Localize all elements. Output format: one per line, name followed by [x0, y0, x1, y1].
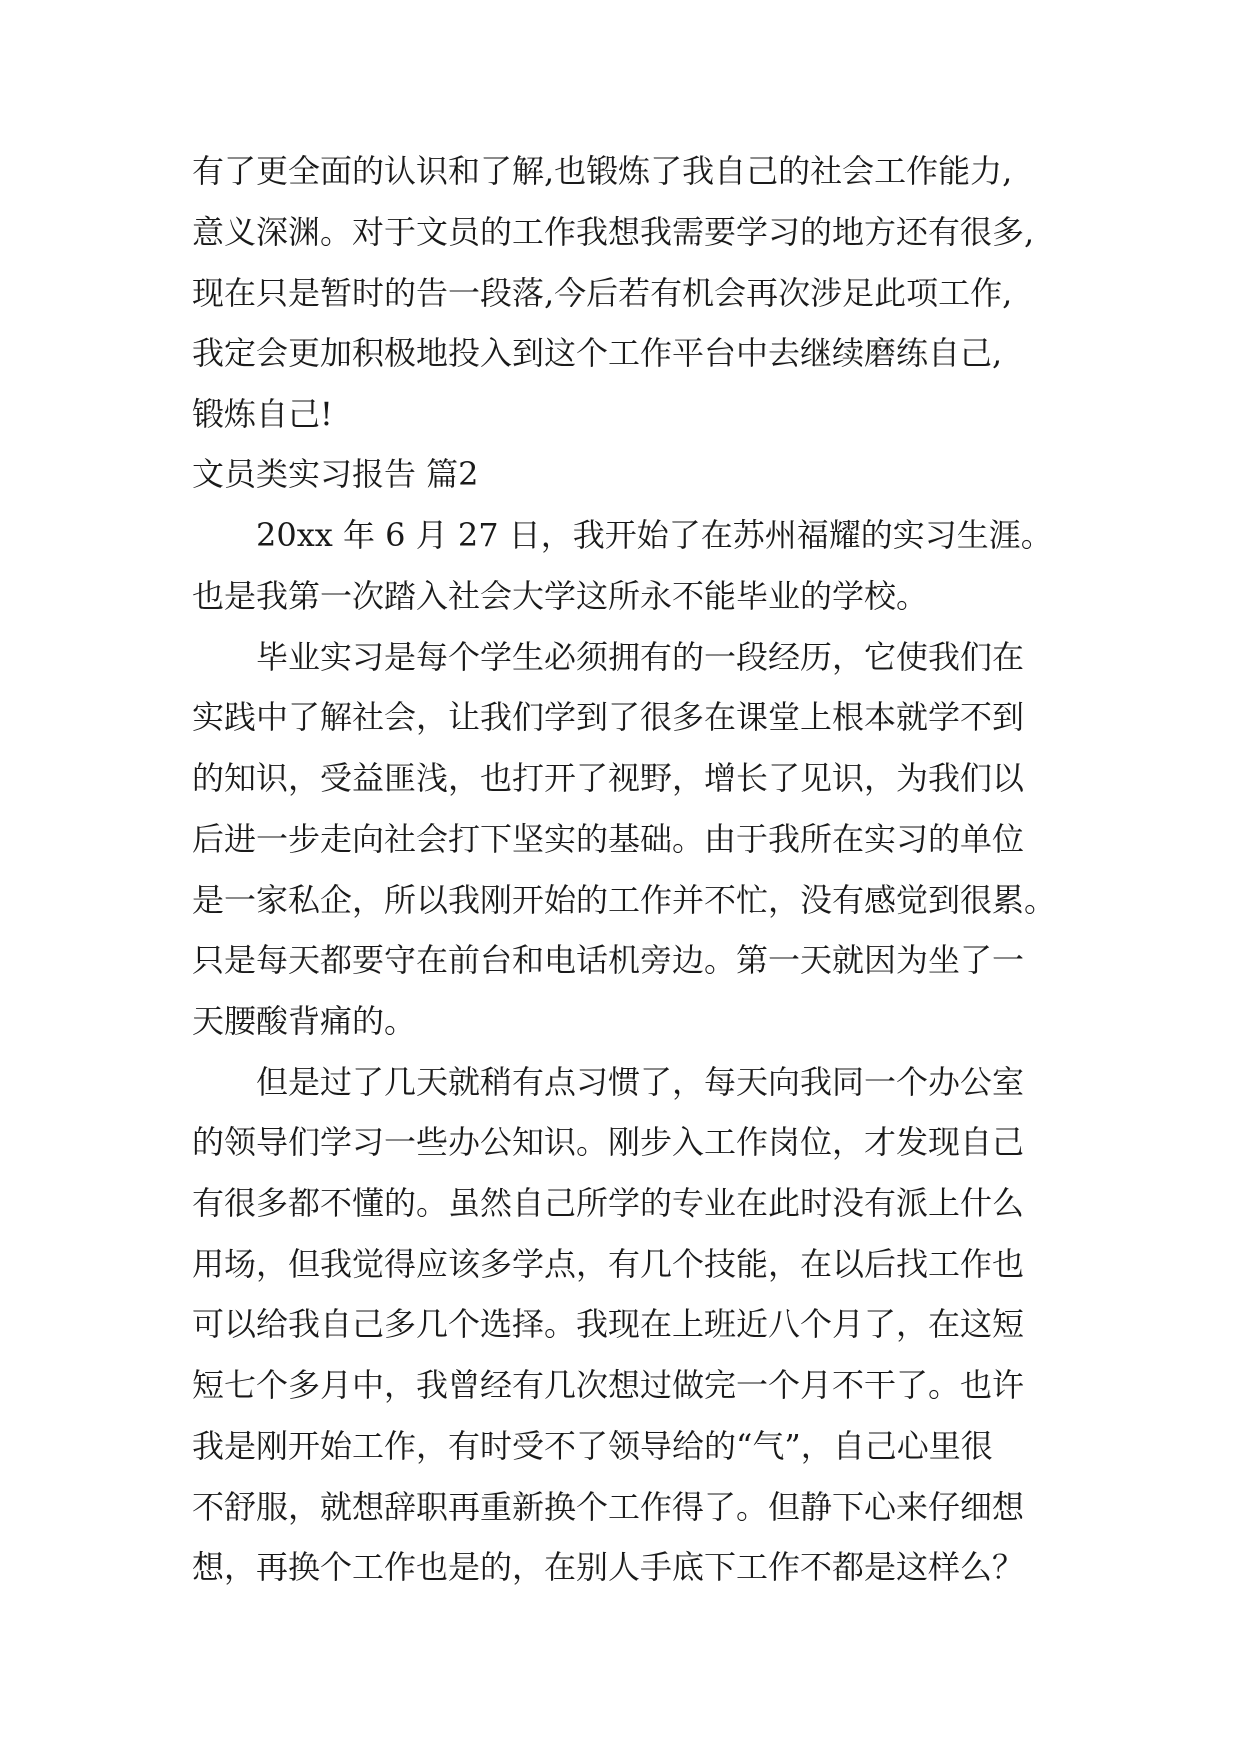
text-line: 但是过了几天就稍有点习惯了，每天向我同一个办公室	[256, 1063, 1025, 1101]
text-line: 我定会更加积极地投入到这个工作平台中去继续磨练自己,	[192, 334, 1003, 372]
text-line: 我是刚开始工作，有时受不了领导给的“气”，自己心里很	[192, 1427, 993, 1465]
text-line: 是一家私企，所以我刚开始的工作并不忙，没有感觉到很累。	[192, 881, 1057, 919]
text-line: 想，再换个工作也是的，在别人手底下工作不都是这样么？	[192, 1548, 1025, 1586]
text-line: 锻炼自己!	[192, 395, 333, 433]
text-line: 不舒服，就想辞职再重新换个工作得了。但静下心来仔细想	[192, 1488, 1025, 1526]
section-title: 文员类实习报告 篇2	[192, 455, 479, 493]
text-line: 毕业实习是每个学生必须拥有的一段经历，它使我们在	[256, 638, 1025, 676]
text-line: 20xx 年 6 月 27 日，我开始了在苏州福耀的实习生涯。	[256, 516, 1053, 554]
text-line: 只是每天都要守在前台和电话机旁边。第一天就因为坐了一	[192, 941, 1025, 979]
text-line: 天腰酸背痛的。	[192, 1002, 417, 1040]
text-line: 有了更全面的认识和了解,也锻炼了我自己的社会工作能力,	[192, 152, 1013, 190]
text-line: 的知识，受益匪浅，也打开了视野，增长了见识，为我们以	[192, 759, 1025, 797]
text-line: 有很多都不懂的。虽然自己所学的专业在此时没有派上什么	[192, 1184, 1025, 1222]
text-line: 也是我第一次踏入社会大学这所永不能毕业的学校。	[192, 577, 929, 615]
text-line: 实践中了解社会，让我们学到了很多在课堂上根本就学不到	[192, 698, 1025, 736]
text-line: 的领导们学习一些办公知识。刚步入工作岗位，才发现自己	[192, 1123, 1025, 1161]
text-line: 用场，但我觉得应该多学点，有几个技能，在以后找工作也	[192, 1245, 1025, 1283]
text-line: 现在只是暂时的告一段落,今后若有机会再次涉足此项工作,	[192, 274, 1013, 312]
text-line: 短七个多月中，我曾经有几次想过做完一个月不干了。也许	[192, 1366, 1025, 1404]
text-line: 可以给我自己多几个选择。我现在上班近八个月了，在这短	[192, 1305, 1025, 1343]
text-line: 意义深渊。对于文员的工作我想我需要学习的地方还有很多,	[192, 213, 1035, 251]
text-line: 后进一步走向社会打下坚实的基础。由于我所在实习的单位	[192, 820, 1025, 858]
